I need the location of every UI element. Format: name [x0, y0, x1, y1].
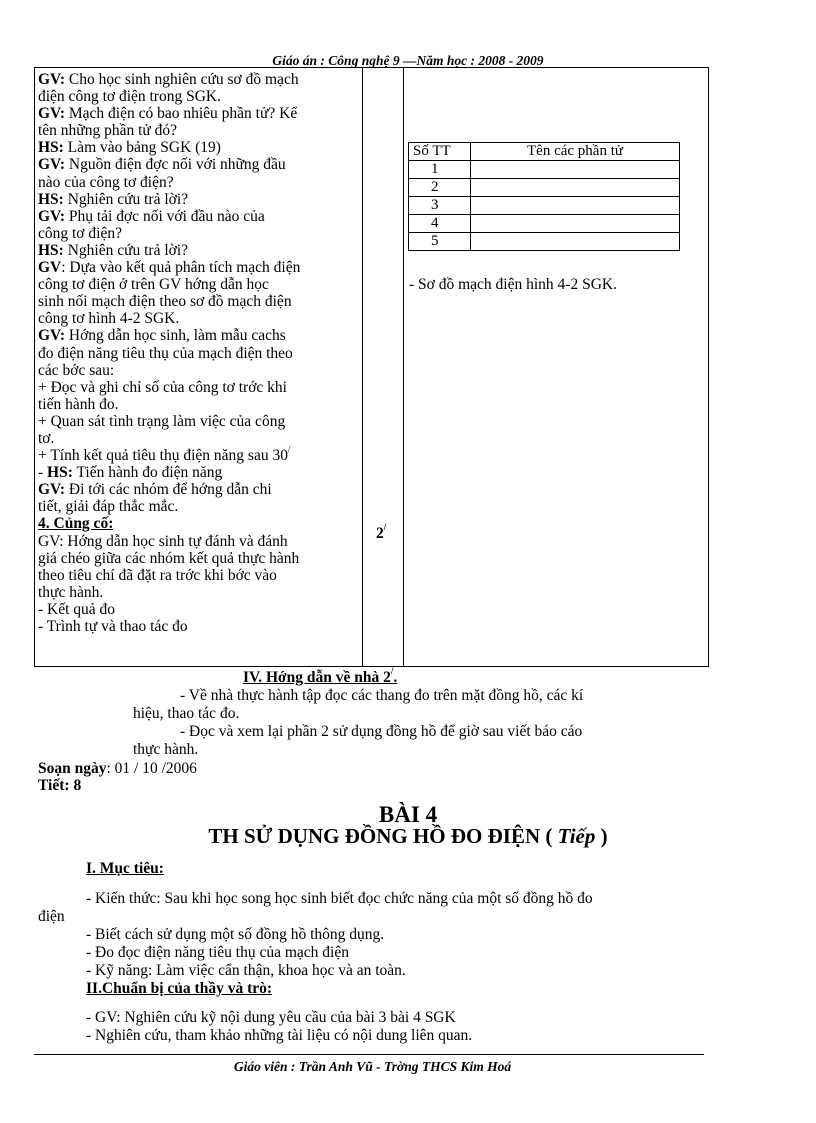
- line-text: Cho học sinh nghiên cứu sơ đồ mạch: [65, 71, 299, 88]
- line-text: điện công tơ điện trong SGK.: [38, 88, 221, 106]
- parts-row-name: [471, 197, 680, 215]
- line-text: sinh nối mạch điện theo sơ đồ mạch điện: [38, 293, 292, 311]
- footer-rule: [34, 1054, 704, 1055]
- activity-line: [38, 327, 360, 344]
- activity-line: [38, 139, 360, 156]
- homework-item-1-wrap: hiệu, thao tác đo.: [133, 705, 240, 722]
- objectives-heading: I. Mục tiêu:: [86, 860, 164, 877]
- parts-row-index: 5: [409, 233, 471, 251]
- speaker-label: GV:: [38, 481, 65, 499]
- activity-line: [38, 88, 360, 105]
- parts-table: [408, 142, 680, 251]
- activity-line: [38, 567, 360, 584]
- line-prefix: -: [38, 464, 48, 482]
- line-text: theo tiêu chí đã đặt ra trớc khi bớc vào: [38, 566, 277, 584]
- parts-row-index: 1: [409, 161, 471, 179]
- preparation-research: - Nghiên cứu, tham khảo những tài liệu có nội dung liên quan.: [86, 1027, 473, 1044]
- speaker-label: GV:: [38, 156, 65, 174]
- period-label: Tiết: 8: [38, 777, 82, 794]
- activity-line: [38, 122, 360, 139]
- speaker-label: GV:: [38, 71, 65, 88]
- activity-line: [38, 293, 360, 310]
- time-mark: 2/: [376, 522, 387, 542]
- activity-line: [38, 498, 360, 515]
- objective-measure: - Đo đọc điện năng tiêu thụ của mạch điện: [86, 944, 349, 961]
- line-text: thực hành.: [38, 583, 104, 601]
- activity-line: [38, 156, 360, 173]
- diagram-note: - Sơ đồ mạch điện hình 4-2 SGK.: [409, 276, 617, 293]
- line-text: + Đọc và ghi chỉ số của công tơ trớc khi: [38, 378, 287, 396]
- line-text: công tơ điện ở trên GV hớng dẫn học: [38, 276, 269, 294]
- line-text: - Kết quả đo: [38, 600, 116, 618]
- line-text: + Tính kết quả tiêu thụ điện năng sau 30: [38, 447, 288, 465]
- speaker-label: HS:: [38, 190, 64, 208]
- table-divider-2: [403, 68, 404, 666]
- line-text: các bớc sau:: [38, 361, 115, 379]
- parts-row-name: [471, 179, 680, 197]
- parts-row-name: [471, 215, 680, 233]
- line-text: tơ.: [38, 429, 55, 447]
- line-text: Đi tới các nhóm để hớng dẫn chi: [65, 481, 272, 499]
- activity-line: [38, 345, 360, 362]
- lesson-number: BÀI 4: [378, 802, 438, 827]
- line-text: Hớng dẫn học sinh, làm mẫu cachs: [65, 327, 286, 345]
- objective-skills: - Kỹ năng: Làm việc cẩn thận, khoa học và an toàn.: [86, 962, 406, 979]
- line-text: giá chéo giữa các nhóm kết quả thực hành: [38, 549, 300, 567]
- homework-item-2: - Đọc và xem lại phần 2 sử dụng đồng hồ để giờ sau viết báo cáo: [180, 723, 583, 740]
- activity-line: [38, 396, 360, 413]
- activity-line: [38, 413, 360, 430]
- parts-row-name: [471, 233, 680, 251]
- speaker-label: HS:: [47, 464, 73, 482]
- activity-line: [38, 242, 360, 259]
- line-text: Nghiên cứu trả lời?: [63, 241, 189, 259]
- activity-line: [38, 259, 360, 276]
- activity-line: [38, 276, 360, 293]
- line-text: - Trình tự và thao tác đo: [38, 618, 188, 635]
- activity-line: [38, 430, 360, 447]
- preparation-heading: II.Chuẩn bị của thầy và trò:: [86, 980, 273, 997]
- speaker-label: GV: [38, 259, 62, 277]
- activity-line: [38, 191, 360, 208]
- activity-line: [38, 550, 360, 567]
- parts-row-index: 2: [409, 179, 471, 197]
- activity-line: [38, 618, 360, 635]
- activity-line: [38, 208, 360, 225]
- line-text: 4. Củng cố:: [38, 515, 114, 533]
- line-text: : Dựa vào kết quả phân tích mạch điện: [61, 259, 301, 277]
- objective-usage: - Biết cách sử dụng một số đồng hồ thông dụng.: [86, 926, 385, 943]
- line-text: tiến hành đo.: [38, 395, 119, 413]
- page-header: Giáo án : Công nghệ 9 —Năm học : 2008 - 2009: [272, 53, 544, 68]
- activity-line: [38, 362, 360, 379]
- speaker-label: GV:: [38, 105, 65, 123]
- activity-column: [38, 71, 360, 635]
- activity-line: [38, 225, 360, 242]
- activity-line: [38, 601, 360, 618]
- activity-line: [38, 310, 360, 327]
- activity-line: [38, 584, 360, 601]
- activity-line: [38, 444, 360, 465]
- line-text: Nguồn điện đợc nối với những đầu: [65, 156, 286, 174]
- page-footer: Giáo viên : Trần Anh Vũ - Trờng THCS Kim Hoá: [233, 1059, 512, 1074]
- line-text: + Quan sát tình trạng làm việc của công: [38, 412, 286, 430]
- line-text: công tơ điện?: [38, 224, 122, 242]
- activity-line: [38, 174, 360, 191]
- homework-heading: IV. Hớng dẫn về nhà 2/.: [243, 666, 398, 686]
- activity-line: [38, 464, 360, 481]
- prep-date: Soạn ngày: 01 / 10 /2006: [38, 760, 197, 777]
- minute-mark: /: [287, 444, 291, 455]
- line-text: Nghiên cứu trả lời?: [63, 190, 189, 208]
- line-text: Phụ tải đợc nối với đầu nào của: [65, 207, 265, 225]
- activity-line: [38, 105, 360, 122]
- homework-item-2-wrap: thực hành.: [133, 741, 199, 758]
- line-text: đo điện năng tiêu thụ của mạch điện theo: [38, 344, 293, 362]
- parts-row-index: 4: [409, 215, 471, 233]
- line-text: Tiến hành đo điện năng: [72, 464, 223, 482]
- objective-knowledge-wrap: điện: [38, 908, 65, 925]
- parts-row-name: [471, 161, 680, 179]
- line-text: Làm vào bảng SGK (19): [63, 139, 221, 157]
- activity-line: [38, 481, 360, 498]
- homework-item-1: - Về nhà thực hành tập đọc các thang đo trên mặt đồng hồ, các kí: [180, 687, 584, 704]
- speaker-label: HS:: [38, 241, 64, 259]
- preparation-teacher: - GV: Nghiên cứu kỹ nội dung yêu cầu của bài 3 bài 4 SGK: [86, 1009, 456, 1026]
- line-text: tên những phần tử đó?: [38, 122, 178, 140]
- parts-row-index: 3: [409, 197, 471, 215]
- parts-header-name: Tên các phần tử: [471, 143, 680, 161]
- speaker-label: HS:: [38, 139, 64, 157]
- line-text: công tơ hình 4-2 SGK.: [38, 310, 180, 328]
- activity-line: [38, 379, 360, 396]
- line-text: nào của công tơ điện?: [38, 173, 174, 191]
- table-divider-1: [362, 68, 363, 666]
- line-text: tiết, giải đáp thắc mắc.: [38, 498, 179, 516]
- line-text: GV: Hớng dẫn học sinh tự đánh và đánh: [38, 532, 288, 550]
- speaker-label: GV:: [38, 207, 65, 225]
- parts-header-index: Số TT: [409, 143, 471, 161]
- activity-line: [38, 515, 360, 532]
- line-text: Mạch điện có bao nhiêu phần tử? Kể: [65, 105, 298, 123]
- objective-knowledge: - Kiến thức: Sau khi học song học sinh biết đọc chức năng của một số đồng hồ đo: [86, 890, 593, 907]
- activity-line: [38, 533, 360, 550]
- speaker-label: GV:: [38, 327, 65, 345]
- activity-line: [38, 71, 360, 88]
- lesson-title: TH SỬ DỤNG ĐỒNG HỒ ĐO ĐIỆN ( Tiếp ): [208, 824, 608, 848]
